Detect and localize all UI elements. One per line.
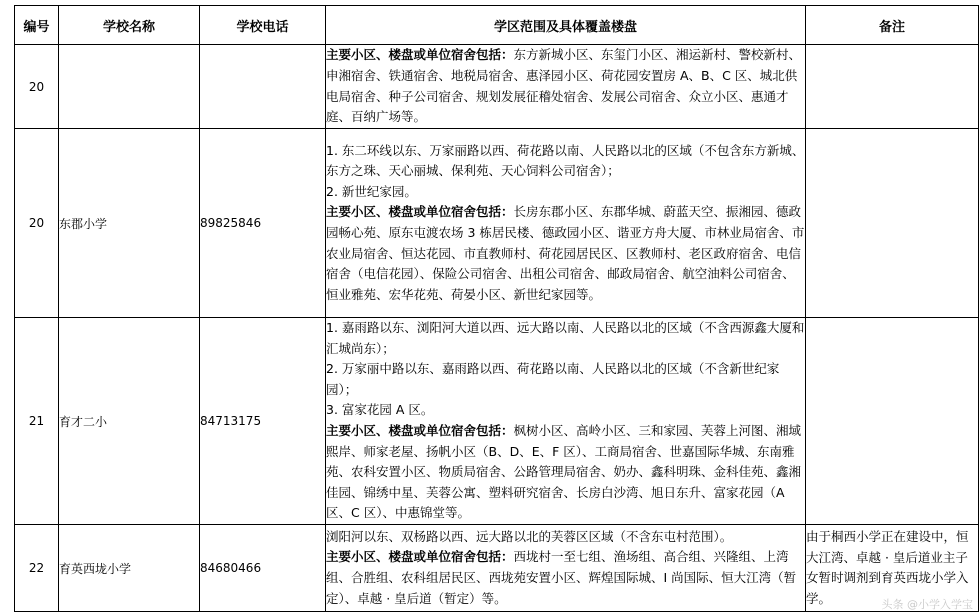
coverage-line: 2. 新世纪家园。: [326, 183, 417, 199]
main-label: 主要小区、楼盘或单位宿舍包括：: [326, 47, 514, 63]
school-phone: [200, 45, 326, 129]
table-row: [15, 45, 979, 129]
school-district-table: [14, 5, 979, 612]
coverage-line: 1. 嘉雨路以东、浏阳河大道以西、远大路以南、人民路以北的区域（不含西源鑫大厦和汇城尚东）；: [326, 320, 805, 356]
school-phone: 84680466: [200, 525, 326, 612]
header-school-phone: 学校电话: [200, 6, 326, 45]
coverage-line: 2. 万家丽中路以东、嘉雨路以西、荷花路以南、人民路以北的区域（不含新世纪家园）；: [326, 361, 780, 397]
coverage-line: 1. 东二环线以东、万家丽路以西、荷花路以南、人民路以北的区域（不包含东方新城、东方之珠、天心丽城、保利苑、天心饲料公司宿舍）；: [326, 142, 805, 179]
school-phone: 89825846: [200, 129, 326, 318]
header-coverage: 学区范围及具体覆盖楼盘: [326, 6, 806, 45]
coverage-line: 浏阳河以东、双杨路以西、远大路以北的芙蓉区区域（不含东屯村范围）。: [326, 528, 733, 544]
note-cell: [806, 129, 979, 318]
table-row: [15, 318, 979, 525]
school-name: 东郡小学: [59, 129, 200, 318]
main-text: 西垅村一至七组、渔场组、高合组、兴隆组、上湾组、合胜组、农科组居民区、西垅苑安置小区、辉煌国际城、I 尚国际、恒大江湾（暂定）、卓越 · 皇后道（暂定）等。: [326, 549, 797, 606]
main-text: 东方新城小区、东玺门小区、湘运新村、警校新村、申湘宿舍、铁通宿舍、地税局宿舍、惠泽园小区、荷花园安置房 A、B、C 区、城北供电局宿舍、种子公司宿舍、规划发展征稽处宿舍、发展公司宿舍、众立小区、惠通才庭、百纳广场等。: [326, 47, 802, 125]
main-label: 主要小区、楼盘或单位宿舍包括：: [326, 423, 514, 438]
coverage-line: 3. 富家花园 A 区。: [326, 402, 434, 418]
note-cell: 由于桐西小学正在建设中，恒大江湾、卓越 · 皇后道业主子女暂时调剂到育英西垅小学入学。: [806, 525, 979, 612]
header-number: 编号: [15, 6, 59, 45]
row-number: 22: [15, 525, 59, 612]
header-school-name: 学校名称: [59, 6, 200, 45]
school-name: 育英西垅小学: [59, 525, 200, 612]
main-text: 长房东郡小区、东郡华城、蔚蓝天空、振湘园、德政园畅心苑、原东屯渡农场 3 栋居民楼、德政园小区、谐亚方舟大厦、市林业局宿舍、市农业局宿舍、恒达花园、市直教师村、荷花园居民区、区教师村、老区政府宿舍、电信宿舍（电信花园）、保险公司宿舍、出租公司宿舍、邮政局宿舍、航空油料公司宿舍、恒业雅苑、宏华花苑、荷晏小区、新世纪家园等。: [326, 204, 805, 302]
main-label: 主要小区、楼盘或单位宿舍包括：: [326, 204, 514, 220]
note-cell: [806, 318, 979, 525]
header-note: 备注: [806, 6, 979, 45]
row-number: 21: [15, 318, 59, 525]
main-label: 主要小区、楼盘或单位宿舍包括：: [326, 549, 514, 565]
coverage-cell: [326, 45, 806, 129]
coverage-cell: [326, 318, 806, 525]
watermark: 头条 @小学入学宝: [881, 598, 973, 611]
header-row: [15, 6, 979, 45]
row-number: 20: [15, 129, 59, 318]
school-name: 育才二小: [59, 318, 200, 525]
coverage-cell: [326, 129, 806, 318]
table-row: [15, 129, 979, 318]
note-cell: [806, 45, 979, 129]
school-name: [59, 45, 200, 129]
row-number: 20: [15, 45, 59, 129]
coverage-cell: [326, 525, 806, 612]
school-phone: 84713175: [200, 318, 326, 525]
main-text: 枫树小区、高岭小区、三和家园、芙蓉上河图、湘域熙岸、师家老屋、扬帆小区（B、D、E、F 区）、工商局宿舍、世嘉国际华城、东南雅苑、农科安置小区、物质局宿舍、公路管理局宿舍、奶办、鑫科明珠、金科佳苑、鑫湘佳园、锦绣中星、芙蓉公寓、塑料研究宿舍、长房白沙湾、旭日东升、富家花园（A 区、C 区）、中惠锦堂等。: [326, 423, 802, 521]
table-row: [15, 525, 979, 612]
